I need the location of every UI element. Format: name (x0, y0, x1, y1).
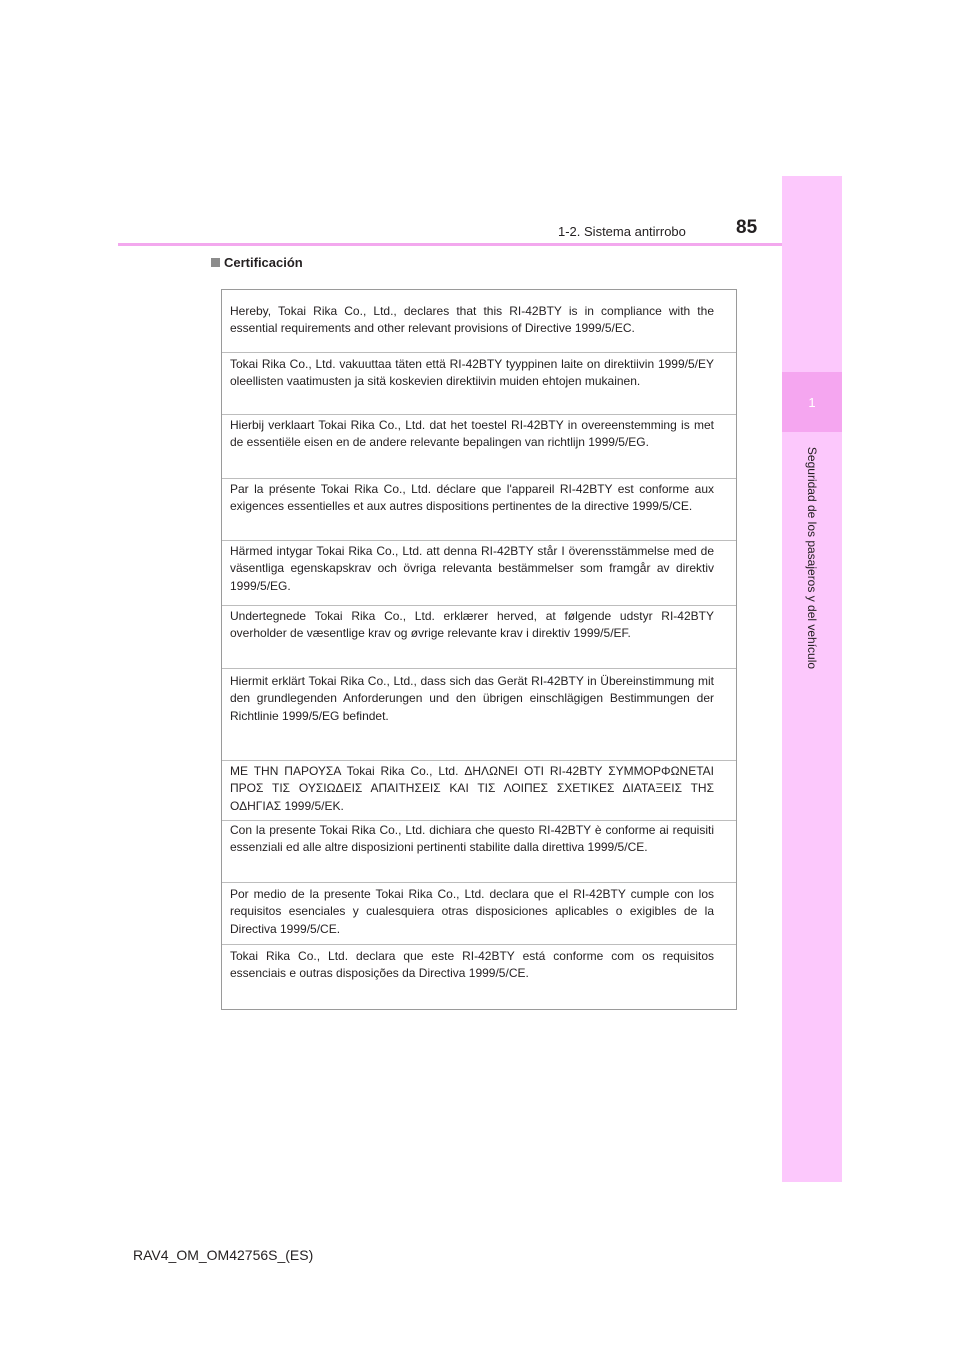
subheading-text: Certificación (224, 255, 303, 270)
certification-fr: Par la présente Tokai Rika Co., Ltd. déclare que l'appareil RI-42BTY est conforme aux exigences essentielles et aux autres dispositions pertinentes de la directive 1999/5/CE. (230, 482, 714, 514)
subheading (211, 255, 303, 270)
section-title: 1-2. Sistema antirrobo (558, 224, 686, 239)
certification-el: ΜΕ ΤΗΝ ΠΑΡΟΥΣΑ Tokai Rika Co., Ltd. ΔΗΛΩΝΕΙ ΟΤΙ RI-42BTY ΣΥΜΜΟΡΦΩΝΕΤΑΙ ΠΡΟΣ ΤΙΣ ΟΥΣΙΩΔΕΙΣ ΑΠΑΙΤΗΣΕΙΣ ΚΑΙ ΤΙΣ ΛΟΙΠΕΣ ΣΧΕΤΙΚΕΣ ΔΙΑΤΑΞΕΙΣ ΤΗΣ ΟΔΗΓΙΑΣ 1999/5/ΕΚ. (230, 764, 714, 813)
certification-it: Con la presente Tokai Rika Co., Ltd. dichiara che questo RI-42BTY è conforme ai requisiti essenziali ed alle altre disposizioni pertinenti stabilite dalla direttiva 1999/5/CE. (230, 823, 714, 855)
certification-sv: Härmed intygar Tokai Rika Co., Ltd. att denna RI-42BTY står I överensstämmelse med de väsentliga egenskapskrav och övriga relevanta bestämmelser som framgår av direktiv 1999/5/EG. (230, 544, 714, 593)
divider (222, 944, 736, 945)
header-rule (118, 243, 782, 246)
divider (222, 760, 736, 761)
divider (222, 882, 736, 883)
page-number: 85 (736, 217, 758, 238)
certification-pt: Tokai Rika Co., Ltd. declara que este RI-42BTY está conforme com os requisitos essenciais e outras disposições da Directiva 1999/5/CE. (230, 949, 714, 981)
certification-fi: Tokai Rika Co., Ltd. vakuuttaa täten että RI-42BTY tyyppinen laite on direktiivin 1999/5/EY oleellisten vaatimusten ja sitä koskevien direktiivin muiden ehtojen mukainen. (230, 357, 714, 389)
sidebar-band (782, 176, 842, 1182)
divider (222, 414, 736, 415)
certification-nl: Hierbij verklaart Tokai Rika Co., Ltd. dat het toestel RI-42BTY in overeenstemming is met de essentiële eisen en de andere relevante bepalingen van richtlijn 1999/5/EG. (230, 418, 714, 450)
chapter-number: 1 (808, 394, 816, 410)
divider (222, 478, 736, 479)
square-bullet-icon (211, 258, 220, 267)
certification-da: Undertegnede Tokai Rika Co., Ltd. erklærer herved, at følgende udstyr RI-42BTY overholder de væsentlige krav og øvrige relevante krav i direktiv 1999/5/EF. (230, 609, 714, 641)
divider (222, 820, 736, 821)
certification-box (221, 289, 737, 1010)
certification-de: Hiermit erklärt Tokai Rika Co., Ltd., dass sich das Gerät RI-42BTY in Übereinstimmung mit den grundlegenden Anforderungen und den übrigen einschlägigen Bestimmungen der Richtlinie 1999/5/EG befindet. (230, 674, 714, 723)
certification-es: Por medio de la presente Tokai Rika Co., Ltd. declara que el RI-42BTY cumple con los requisitos esenciales y cualesquiera otras disposiciones aplicables o exigibles de la Directiva 1999/5/CE. (230, 887, 714, 936)
certification-en: Hereby, Tokai Rika Co., Ltd., declares that this RI-42BTY is in compliance with the essential requirements and other relevant provisions of Directive 1999/5/EC. (230, 304, 714, 336)
divider (222, 668, 736, 669)
document-code: RAV4_OM_OM42756S_(ES) (133, 1247, 314, 1263)
divider (222, 540, 736, 541)
chapter-title: Seguridad de los pasajeros y del vehículo (805, 446, 819, 670)
divider (222, 605, 736, 606)
divider (222, 352, 736, 353)
